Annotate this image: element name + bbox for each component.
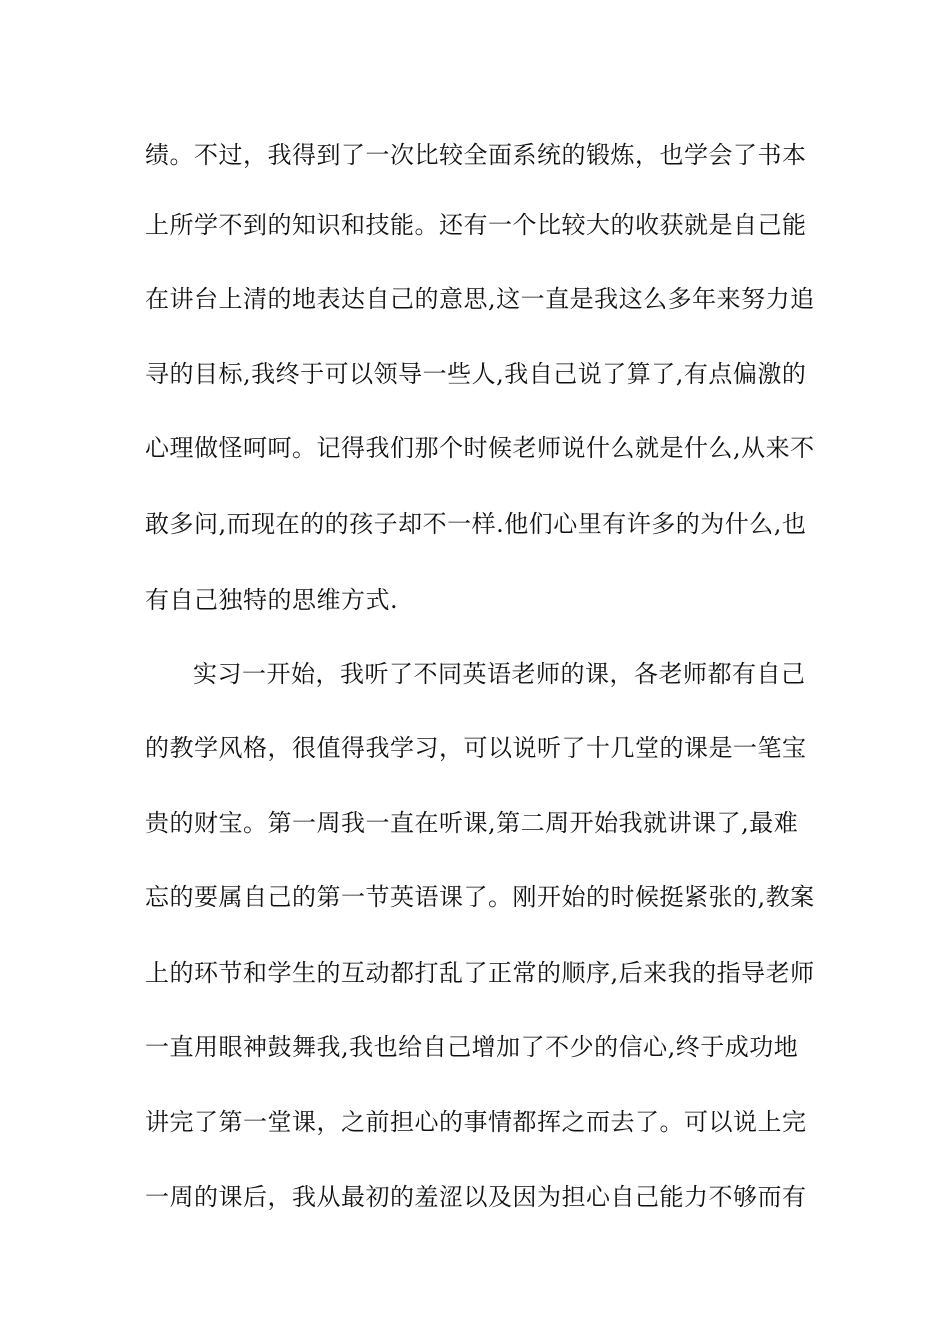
text-line: 一直用眼神鼓舞我,我也给自己增加了不少的信心,终于成功地: [145, 1033, 799, 1061]
paragraph-first-line: 实习一开始，我听了不同英语老师的课，各老师都有自己: [193, 660, 806, 688]
text-line: 寻的目标,我终于可以领导一些人,我自己说了算了,有点偏激的: [145, 360, 807, 388]
text-line: 贵的财宝。第一周我一直在听课,第二周开始我就讲课了,最难: [145, 809, 799, 837]
text-line: 敢多问,而现在的的孩子却不一样.他们心里有许多的为什么,也: [145, 510, 807, 538]
text-line: 有自己独特的思维方式.: [145, 586, 399, 614]
text-line: 的教学风格，很值得我学习，可以说听了十几堂的课是一笔宝: [145, 734, 807, 762]
text-line: 一周的课后，我从最初的羞涩以及因为担心自己能力不够而有: [145, 1183, 807, 1211]
text-line: 上的环节和学生的互动都打乱了正常的顺序,后来我的指导老师: [145, 959, 815, 987]
text-line: 在讲台上清的地表达自己的意思,这一直是我这么多年来努力追: [145, 285, 815, 313]
text-line: 心理做怪呵呵。记得我们那个时候老师说什么就是什么,从来不: [145, 434, 815, 462]
text-line: 绩。不过，我得到了一次比较全面系统的锻炼，也学会了书本: [145, 141, 807, 169]
text-line: 上所学不到的知识和技能。还有一个比较大的收获就是自己能: [145, 211, 807, 239]
text-line: 忘的要属自己的第一节英语课了。刚开始的时候挺紧张的,教案: [145, 883, 815, 911]
text-line: 讲完了第一堂课，之前担心的事情都挥之而去了。可以说上完: [145, 1108, 807, 1136]
